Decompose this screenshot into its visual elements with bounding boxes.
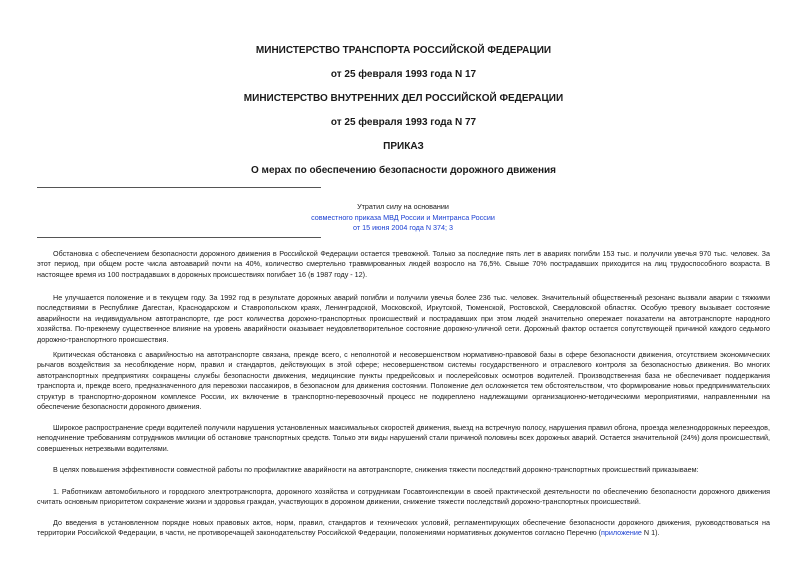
paragraph-3: Критическая обстановка с аварийностью на автотранспорте связана, прежде всего, с неполнотой и несовершенством нормативно-правовой базы в сфере безопасности движения, отсутствием экономических рычагов воздействия за несоблюдение норм, правил и стандартов, действующих в этой сфере; несовершенством системы государственного и отраслевого контроля за безопасностью движения. Во многих автотранспортных предприятиях сокращены службы безопасности движения, медицинские пункты предрейсовых и послерейсовых осмотров водителей. Производственная база не обеспечивает поддержания транспорта и, прежде всего, предназначенного для перевозки пассажиров, в безопасном для движения состоянии. Положение дел осложняется тем обстоятельством, что формирование новых предпринимательских структур в транспортно-дорожном комплексе России, их включение в транспортно-перевозочный процесс не подкреплено надлежащими организационно-методическими мероприятиями, направленными на обеспечение безопасности дорожного движения. bbox=[37, 350, 770, 412]
paragraph-7 bbox=[37, 518, 770, 539]
appendix-link[interactable]: приложение bbox=[601, 528, 642, 538]
order-date-1: от 25 февраля 1993 года N 17 bbox=[330, 69, 477, 80]
divider-bottom bbox=[37, 237, 321, 238]
ministry-interior-heading: МИНИСТЕРСТВО ВНУТРЕННИХ ДЕЛ РОССИЙСКОЙ ФЕДЕРАЦИИ bbox=[243, 93, 564, 104]
paragraph-4: Широкое распространение среди водителей получили нарушения установленных максимальных скоростей движения, выезд на встречную полосу, нарушения правил обгона, проезда железнодорожных переездов, неподчинение требованиям сотрудников милиции об остановке транспортных средств. Только эти виды нарушений стали причиной половины всех дорожных аварий. Остается значительной (24%) доля происшествий, совершенных нетрезвыми водителями. bbox=[37, 423, 770, 453]
paragraph-2: Не улучшается положение и в текущем году. За 1992 год в результате дорожных аварий погибли и получили увечья более 236 тыс. человек. Значительный общественный резонанс вызвали аварии с тяжкими последствиями в Республике Дагестан, Краснодарском и Ставропольском краях, Ленинградской, Московской, Иркутской, Тюменской, Ростовской, Свердловской областях. Особую тревогу вызывает состояние аварийности на индивидуальном автотранспорте, где рост количества дорожно-транспортных происшествий и пострадавших при этом людей значительно опережает показатели на автотранспорте народного хозяйства. По-прежнему существенное влияние на уровень аварийности оказывает неудовлетворительное состояние дорожно-уличной сети. Дорожный фактор остается сопутствующей причиной каждого седьмого дорожно-транспортного происшествия. bbox=[37, 293, 770, 344]
paragraph-1: Обстановка с обеспечением безопасности дорожного движения в Российской Федерации остается тревожной. Только за последние пять лет в авариях погибли 153 тыс. и получили увечья 970 тыс. человек. За этот период, при общем росте числа автоаварий почти на 40%, количество смертельно травмированных людей возросло на 76,5%. Свыше 70% пострадавших приходится на лиц трудоспособного возраста. В настоящее время из 100 пострадавших в дорожных происшествиях погибает 16 (в 1987 году - 12). bbox=[37, 249, 770, 279]
document-title: О мерах по обеспечению безопасности дорожного движения bbox=[251, 165, 556, 176]
void-notice bbox=[170, 202, 636, 234]
void-notice-text: Утратил силу на основании bbox=[357, 202, 449, 211]
divider-top bbox=[37, 187, 321, 188]
paragraph-5: В целях повышения эффективности совместной работы по профилактике аварийности на автотранспорте, снижения тяжести последствий дорожно-транспортных происшествий приказываем: bbox=[53, 465, 699, 474]
void-notice-link-1[interactable]: совместного приказа МВД России и Минтранса России bbox=[311, 212, 495, 222]
paragraph-7-end: N 1). bbox=[641, 528, 660, 538]
ministry-transport-heading: МИНИСТЕРСТВО ТРАНСПОРТА РОССИЙСКОЙ ФЕДЕРАЦИИ bbox=[255, 45, 552, 56]
void-notice-link-2[interactable]: от 15 июня 2004 года N 374; 3 bbox=[352, 223, 454, 232]
order-date-2: от 25 февраля 1993 года N 77 bbox=[330, 117, 477, 128]
paragraph-7-text: До введения в установленном порядке новых правовых актов, норм, правил, стандартов и технических условий, регламентирующих обеспечение безопасности дорожного движения, руководствоваться на территории Российской Федерации, в части, не противоречащей законодательству Российской Федерации, положениями нормативных документов согласно Перечню ( bbox=[37, 518, 770, 538]
document-type: ПРИКАЗ bbox=[383, 141, 424, 152]
paragraph-6: 1. Работникам автомобильного и городского электротранспорта, дорожного хозяйства и сотрудникам Госавтоинспекции в своей практической деятельности по обеспечению безопасности дорожного движения считать основным приоритетом сохранение жизни и здоровья граждан, участвующих в дорожном движении, снижение тяжести последствий дорожно-транспортных происшествий. bbox=[37, 487, 770, 507]
